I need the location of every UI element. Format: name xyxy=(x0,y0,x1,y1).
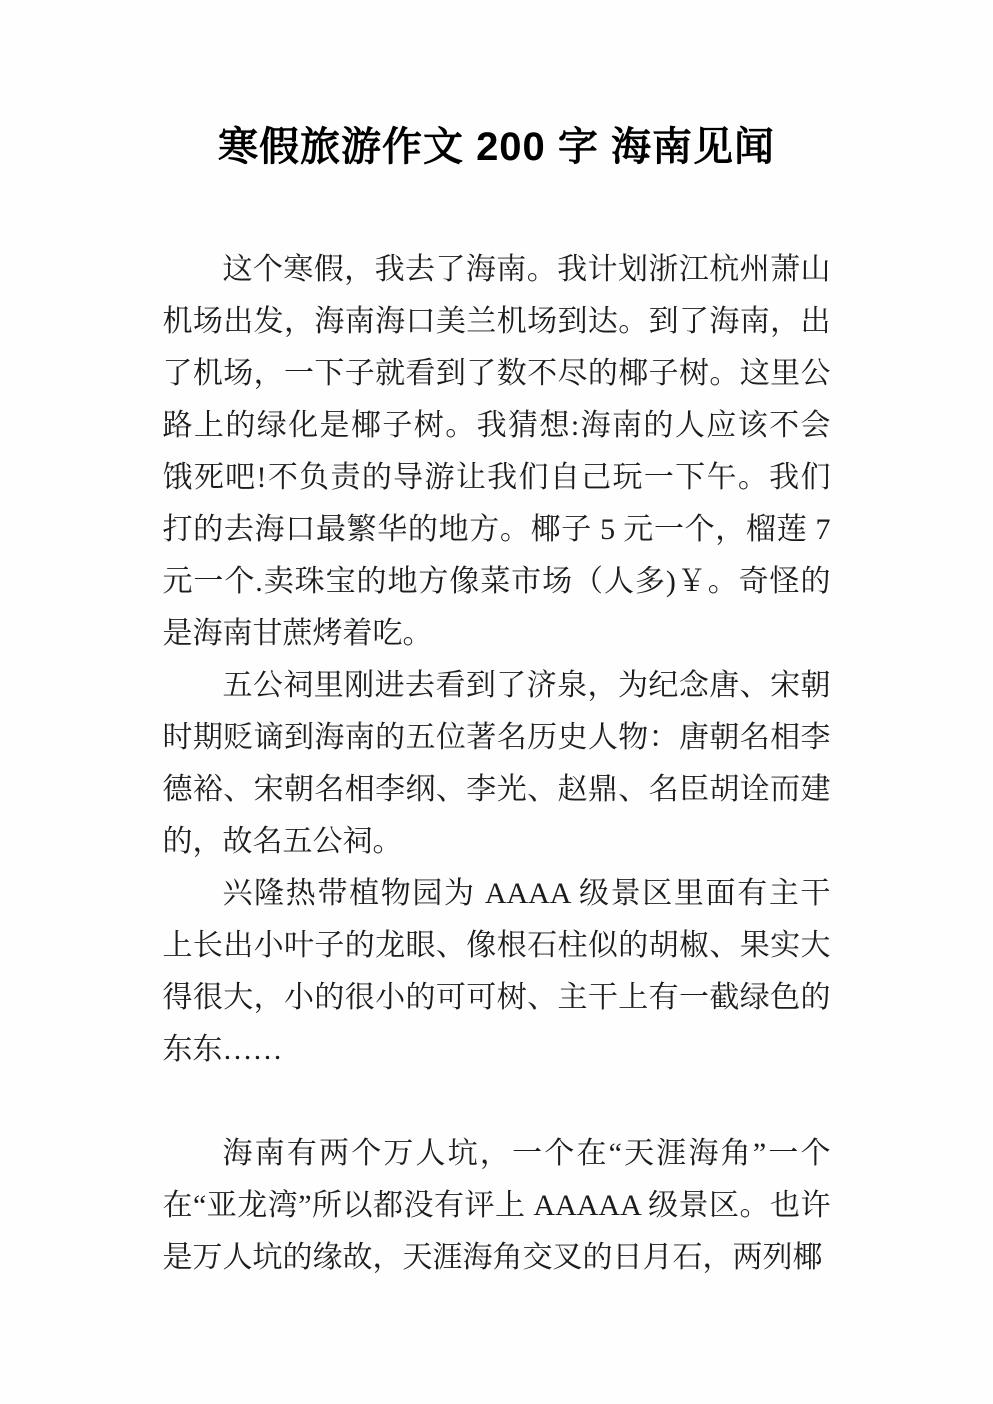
paragraph-wugong-temple: 五公祠里刚进去看到了济泉，为纪念唐、宋朝时期贬谪到海南的五位著名历史人物：唐朝名相李德裕、宋朝名相李纲、李光、赵鼎、名臣胡诠而建的，故名五公祠。 xyxy=(162,669,831,858)
document-body xyxy=(163,244,831,1284)
paragraph-wanrenkeng: 海南有两个万人坑，一个在“天涯海角”一个在“亚龙湾”所以都没有评上 AAAAA 级景区。也许是万人坑的缘故，天涯海角交叉的日月石，两列椰 xyxy=(162,1137,831,1274)
paragraph-trip-arrival: 这个寒假，我去了海南。我计划浙江杭州萧山机场出发，海南海口美兰机场到达。到了海南，出了机场，一下子就看到了数不尽的椰子树。这里公路上的绿化是椰子树。我猜想:海南的人应该不会饿死吧!不负责的导游让我们自己玩一下午。我们打的去海口最繁华的地方。椰子 5 元一个，榴莲 7 元一个.卖珠宝的地方像菜市场（人多)￥。奇怪的是海南甘蔗烤着吃。 xyxy=(162,253,831,650)
document-title: 寒假旅游作文 200 字 海南见闻 xyxy=(217,125,776,169)
paragraph-xinglong-garden: 兴隆热带植物园为 AAAA 级景区里面有主干上长出小叶子的龙眼、像根石柱似的胡椒、果实大得很大，小的很小的可可树、主干上有一截绿色的东东…… xyxy=(162,877,831,1066)
